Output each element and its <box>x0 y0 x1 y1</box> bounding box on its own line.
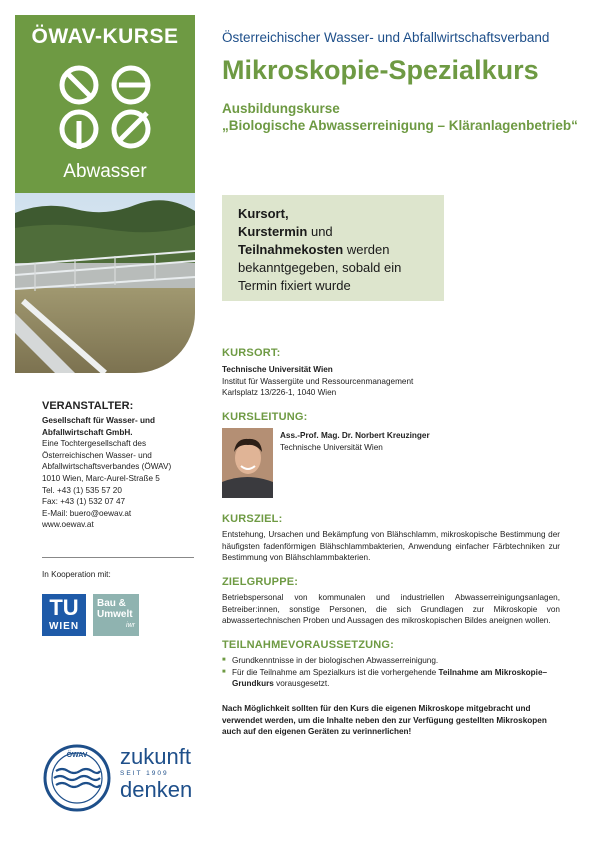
zielgruppe-text: Betriebspersonal von kommunalen und industriellen Abwasserreinigungsanlagen, Betreiber:innen, sonstige Personen, die sich Grundlagen zur Mikroskopie von abwassertechnischen Proben und Aussagen des mikroskopischen Bildes aneignen wollen. <box>222 593 560 625</box>
organizer-line: Abfallwirtschaftsverbandes (ÖWAV) <box>42 462 172 472</box>
organization-name: Österreichischer Wasser- und Abfallwirtschaftsverband <box>222 30 550 45</box>
tu-wien-logo <box>42 594 86 636</box>
kursleitung-heading: KURSLEITUNG: <box>222 411 308 423</box>
bau-logo-line3: iwr <box>126 622 135 629</box>
organizer-line: Eine Tochtergesellschaft des <box>42 439 147 449</box>
instructor-affiliation: Technische Universität Wien <box>280 442 383 452</box>
venue-institute: Institut für Wassergüte und Ressourcenmanagement <box>222 376 414 386</box>
course-banner <box>15 15 195 193</box>
banner-subtitle: Abwasser <box>63 161 147 182</box>
slogan-line2: denken <box>120 777 193 802</box>
organizer-line: Österreichischen Wasser- und <box>42 450 152 460</box>
venue-name: Technische Universität Wien <box>222 365 333 374</box>
organizer-website[interactable]: www.oewav.at <box>42 520 94 530</box>
banner-title: ÖWAV-KURSE <box>31 25 179 48</box>
kursort-heading: KURSORT: <box>222 347 281 359</box>
schedule-notice-box <box>222 195 444 301</box>
oewav-seal-icon <box>42 743 112 813</box>
voraussetzung-item-2: ■ Für die Teilnahme am Spezialkurs ist die vorhergehende Teilnahme am Mikroskopie–Grundkurs vorausgesetzt. <box>222 667 562 690</box>
slogan-line1: zukunft <box>120 744 191 769</box>
course-series-line2: „Biologische Abwasserreinigung – Kläranlagenbetrieb“ <box>222 118 578 133</box>
organizer-email[interactable]: E-Mail: buero@oewav.at <box>42 508 132 518</box>
infobox-line3: Teilnahmekosten werden <box>238 242 390 257</box>
instructor-name: Ass.-Prof. Mag. Dr. Norbert Kreuzinger <box>280 431 430 440</box>
wastewater-plant-photo <box>15 193 195 373</box>
seal-lettering: ÖWAV <box>66 752 88 759</box>
zielgruppe-heading: ZIELGRUPPE: <box>222 576 299 588</box>
divider <box>42 557 194 558</box>
venue-address: Karlsplatz 13/226-1, 1040 Wien <box>222 388 337 397</box>
veranstalter-details <box>42 415 192 531</box>
kursziel-heading: KURSZIEL: <box>222 513 283 525</box>
course-series <box>222 100 578 134</box>
voraussetzung-list <box>222 655 562 690</box>
infobox-line4: bekanntgegeben, sobald ein <box>238 260 402 275</box>
kursziel-text: Entstehung, Ursachen und Bekämpfung von Blähschlamm, mikroskopische Bestimmung der häufigsten fadenförmigen Blähschlammbakterien, Anwendung einfacher Färbtechniken zur Bestimmung von Blähschlammbakterien. <box>222 530 560 562</box>
bau-logo-line2: Umwelt <box>97 609 133 620</box>
organizer-fax: Fax: +43 (1) 532 07 47 <box>42 497 126 507</box>
slogan-since: SEIT 1909 <box>120 770 169 777</box>
tu-logo-top: TU <box>49 595 79 620</box>
infobox-line1: Kursort, <box>238 206 289 221</box>
organizer-name-line1: Gesellschaft für Wasser- und <box>42 416 155 425</box>
voraussetzung-heading: TEILNAHMEVORAUSSETZUNG: <box>222 639 395 651</box>
organizer-phone: Tel. +43 (1) 535 57 20 <box>42 485 122 495</box>
oewav-symbol-icon <box>55 63 155 151</box>
veranstalter-heading: VERANSTALTER: <box>42 400 134 412</box>
microscope-notice: Nach Möglichkeit sollten für den Kurs die eigenen Mikroskope mitgebracht und verwendet werden, um die Inhalte neben den zur Verfügung gestellten Mikroskopen auch auf den eigenen Geräten zu verinnerlichen! <box>222 704 547 736</box>
kursort-details <box>222 364 413 399</box>
infobox-line5: Termin fixiert wurde <box>238 278 351 293</box>
course-series-line1: Ausbildungskurse <box>222 101 340 116</box>
bau-umwelt-logo <box>93 594 139 636</box>
organizer-address: 1010 Wien, Marc-Aurel-Straße 5 <box>42 473 160 483</box>
instructor-info <box>280 430 430 453</box>
infobox-line2: Kurstermin und <box>238 224 333 239</box>
bau-logo-line1: Bau & <box>97 598 126 609</box>
page-title: Mikroskopie-Spezialkurs <box>222 55 539 85</box>
voraussetzung-item-1: ■ Grundkenntnisse in der biologischen Abwasserreinigung. <box>222 655 562 667</box>
instructor-photo <box>222 428 273 498</box>
kooperation-label: In Kooperation mit: <box>42 570 111 579</box>
tu-logo-bottom: WIEN <box>48 621 80 632</box>
organizer-name-line2: Abfallwirtschaft GmbH. <box>42 427 133 437</box>
